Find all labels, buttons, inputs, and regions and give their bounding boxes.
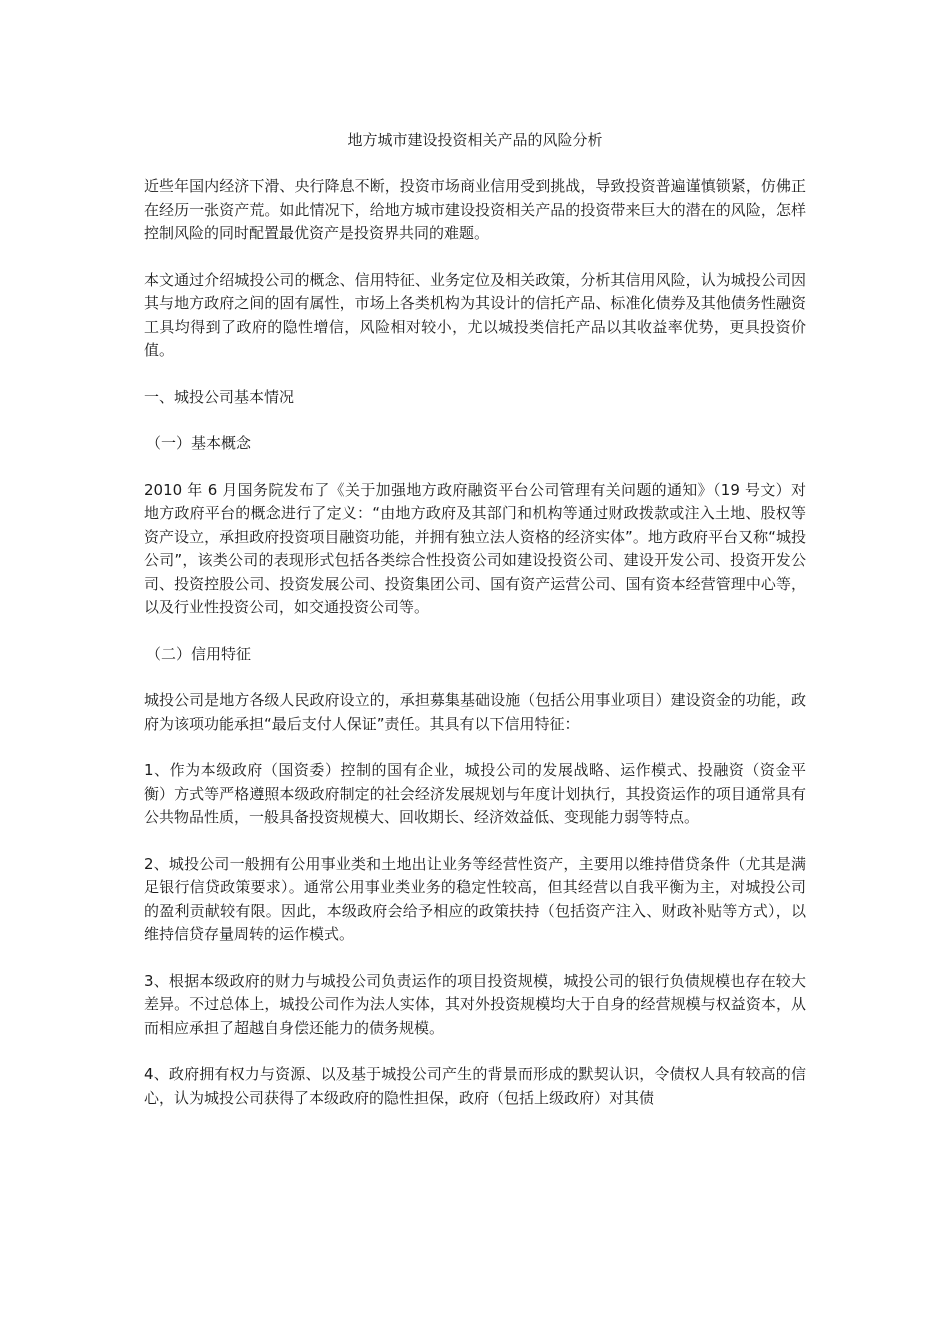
- basic-concept-paragraph: 2010 年 6 月国务院发布了《关于加强地方政府融资平台公司管理有关问题的通知》（19 号文）对地方政府平台的概念进行了定义：“由地方政府及其部门和机构等通过财政拨款或注入土地、股权等资产设立，承担政府投资项目融资功能，并拥有独立法人资格的经济实体”。地方政府平台又称“城投公司”，该类公司的表现形式包括各类综合性投资公司如建设投资公司、建设开发公司、投资开发公司、投资控股公司、投资发展公司、投资集团公司、国有资产运营公司、国有资本经营管理中心等，以及行业性投资公司，如交通投资公司等。: [144, 480, 806, 616]
- credit-point-1: 1、作为本级政府（国资委）控制的国有企业，城投公司的发展战略、运作模式、投融资（资金平衡）方式等严格遵照本级政府制定的社会经济发展规划与年度计划执行，其投资运作的项目通常具有公共物品性质，一般具备投资规模大、回收期长、经济效益低、变现能力弱等特点。: [144, 761, 806, 826]
- credit-features-paragraph: 城投公司是地方各级人民政府设立的，承担募集基础设施（包括公用事业项目）建设资金的功能，政府为该项功能承担“最后支付人保证”责任。其具有以下信用特征：: [144, 691, 806, 733]
- subsection-heading-basic-concept: （一）基本概念: [146, 434, 252, 452]
- credit-point-3: 3、根据本级政府的财力与城投公司负责运作的项目投资规模，城投公司的银行负债规模也存在较大差异。不过总体上，城投公司作为法人实体，其对外投资规模均大于自身的经营规模与权益资本，从而相应承担了超越自身偿还能力的债务规模。: [144, 971, 806, 1037]
- intro-paragraph-2: 本文通过介绍城投公司的概念、信用特征、业务定位及相关政策，分析其信用风险，认为城投公司因其与地方政府之间的固有属性，市场上各类机构为其设计的信托产品、标准化债券及其他债务性融资工具均得到了政府的隐性增信，风险相对较小，尤以城投类信托产品以其收益率优势，更具投资价值。: [144, 270, 806, 359]
- intro-paragraph-1: 近些年国内经济下滑、央行降息不断，投资市场商业信用受到挑战，导致投资普遍谨慎锁紧，仿佛正在经历一张资产荒。如此情况下，给地方城市建设投资相关产品的投资带来巨大的潜在的风险，怎样控制风险的同时配置最优资产是投资界共同的难题。: [144, 177, 806, 242]
- credit-point-2: 2、城投公司一般拥有公用事业类和土地出让业务等经营性资产，主要用以维持借贷条件（尤其是满足银行信贷政策要求）。通常公用事业类业务的稳定性较高，但其经营以自我平衡为主，对城投公司的盈利贡献较有限。因此，本级政府会给予相应的政策扶持（包括资产注入、财政补贴等方式），以维持信贷存量周转的运作模式。: [144, 854, 806, 943]
- subsection-heading-credit-features: （二）信用特征: [146, 644, 252, 663]
- document-body: [144, 128, 806, 1133]
- document-title: 地方城市建设投资相关产品的风险分析: [347, 131, 603, 149]
- section-heading-1: 一、城投公司基本情况: [144, 387, 295, 406]
- credit-point-4: 4、政府拥有权力与资源、以及基于城投公司产生的背景而形成的默契认识，令债权人具有较高的信心，认为城投公司获得了本级政府的隐性担保，政府（包括上级政府）对其债: [144, 1065, 806, 1107]
